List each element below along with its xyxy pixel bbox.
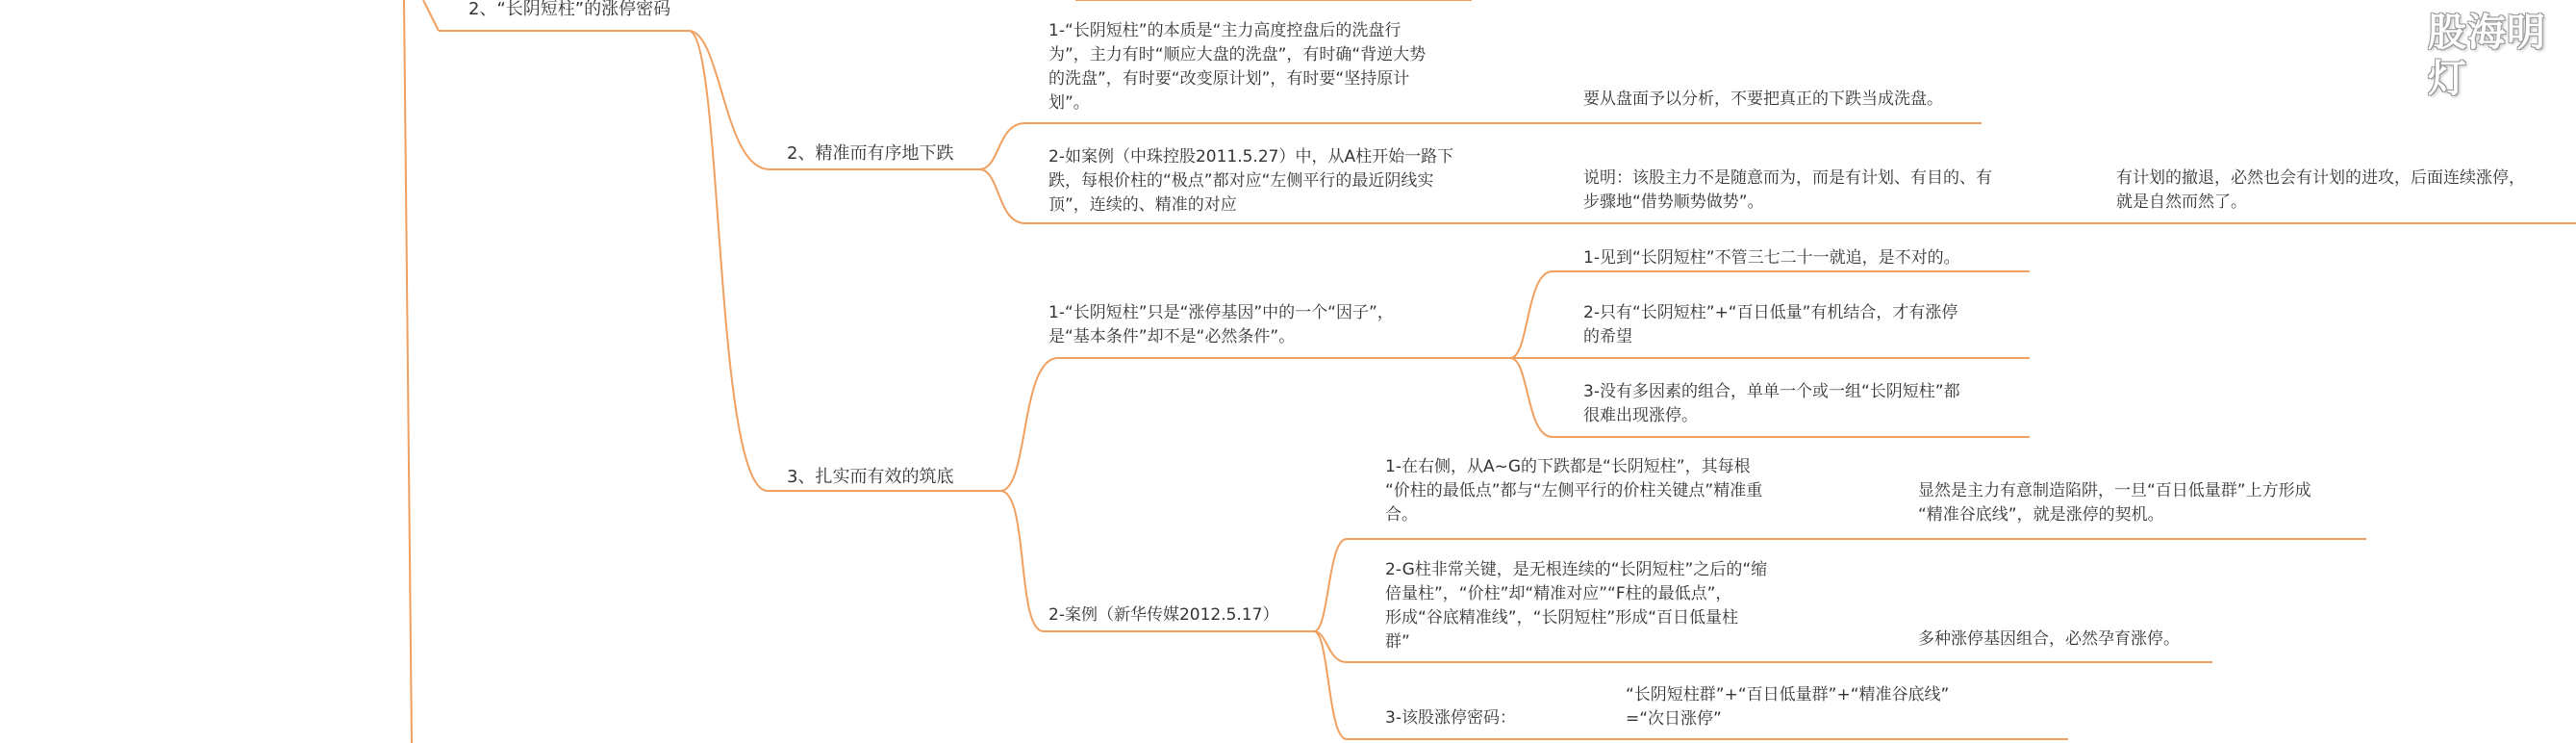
branch-line (423, 0, 439, 31)
node-case-zhongzhu-note2[interactable]: 有计划的撤退，必然也会有计划的进攻，后面连续涨停， 就是自然而然了。 (2116, 168, 2525, 212)
branch-line (1510, 358, 1553, 437)
branch-line (1314, 631, 1347, 739)
node-case-xinhua-c-note[interactable]: “长阴短柱群”+“百日低量群”+“精准谷底线” =“次日涨停” (1626, 685, 1950, 729)
branch-line (979, 169, 1025, 223)
watermark-logo: 股海明灯 (2428, 11, 2546, 101)
branch-line (1000, 491, 1044, 631)
node-case-xinhua-a[interactable]: 1-在右侧，从A~G的下跌都是“长阴短柱”，其每根 “价柱的最低点”都与“左侧平行的价柱关键点”精准重 合。 (1385, 457, 1763, 525)
node-gene-factor-b[interactable]: 2-只有“长阴短柱”+“百日低量”有机结合，才有涨停 的希望 (1583, 303, 1958, 346)
topic-long-yin-short-bar[interactable]: 2、“长阴短柱”的涨停密码 (468, 0, 671, 19)
branch-line (1000, 358, 1058, 491)
node-gene-factor-a[interactable]: 1-见到“长阴短柱”不管三七二十一就追，是不对的。 (1583, 248, 1960, 268)
node-gene-factor[interactable]: 1-“长阴短柱”只是“涨停基因”中的一个“因子”， 是“基本条件”却不是“必然条件”。 (1048, 303, 1394, 346)
branch-line (1510, 271, 1553, 358)
node-case-xinhua-a-note[interactable]: 显然是主力有意制造陷阱，一旦“百日低量群”上方形成 “精准谷底线”，就是涨停的契机。 (1918, 481, 2311, 525)
node-case-xinhua-b-note[interactable]: 多种涨停基因组合，必然孕育涨停。 (1918, 629, 2180, 649)
node-essence[interactable]: 1-“长阴短柱”的本质是“主力高度控盘后的洗盘行 为”，主力有时“顺应大盘的洗盘”，有时确“背逆大势 的洗盘”，有时要“改变原计划”，有时要“坚持原计 划”。 (1048, 21, 1427, 113)
branch-line (1314, 539, 1347, 631)
node-essence-note[interactable]: 要从盘面予以分析，不要把真正的下跌当成洗盘。 (1583, 90, 1943, 109)
node-case-zhongzhu-note[interactable]: 说明：该股主力不是随意而为，而是有计划、有目的、有 步骤地“借势顺势做势”。 (1583, 168, 1992, 212)
node-case-zhongzhu[interactable]: 2-如案例（中珠控股2011.5.27）中，从A柱开始一路下 跌，每根价柱的“极点”都对应“左侧平行的最近阴线实 顶”，连续的、精准的对应 (1048, 147, 1454, 215)
node-case-xinhua-c[interactable]: 3-该股涨停密码： (1385, 708, 1516, 728)
topic-precise-decline[interactable]: 2、精准而有序地下跌 (787, 143, 954, 164)
node-gene-factor-c[interactable]: 3-没有多因素的组合，单单一个或一组“长阴短柱”都 很难出现涨停。 (1583, 382, 1960, 425)
branch-line (979, 123, 1025, 169)
node-case-xinhua[interactable]: 2-案例（新华传媒2012.5.17） (1048, 605, 1279, 625)
branch-line (689, 31, 768, 491)
branch-line (404, 0, 412, 743)
node-case-xinhua-b[interactable]: 2-G柱非常关键，是无根连续的“长阴短柱”之后的“缩 倍量柱”，“价柱”却“精准对应”“F柱的最低点”， 形成“谷底精准线”，“长阴短柱”形成“百日低量柱 群” (1385, 560, 1768, 652)
topic-solid-bottom[interactable]: 3、扎实而有效的筑底 (787, 467, 954, 487)
